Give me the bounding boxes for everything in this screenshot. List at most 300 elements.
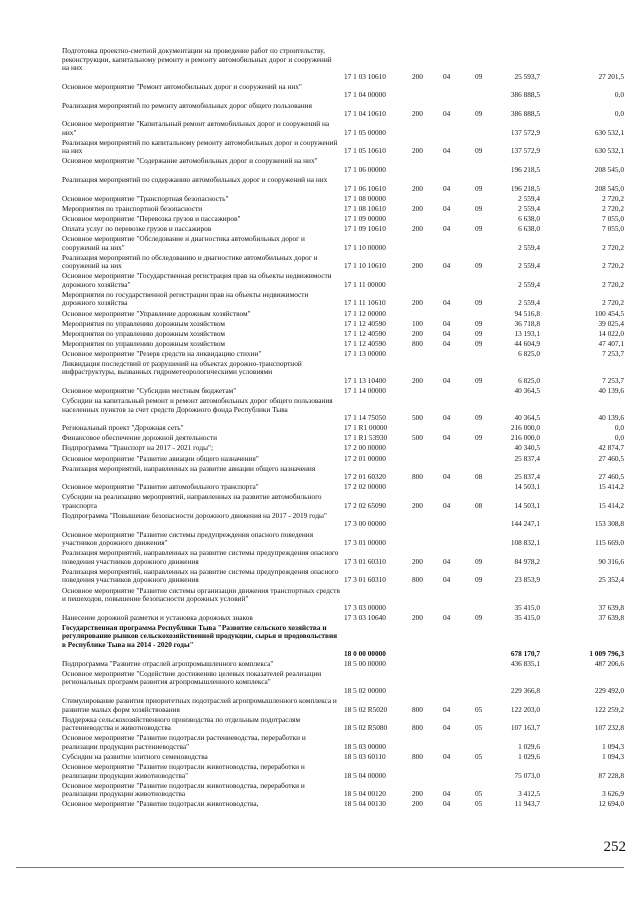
row-amount-year2: 107 232,8 — [594, 723, 624, 733]
row-name: Реализация мероприятий, направленных на развитие системы предупреждения опасного поведения участников дорожного движения — [62, 548, 339, 566]
row-expense-type: 200 — [412, 203, 423, 213]
row-subsection: 09 — [475, 146, 483, 156]
row-amount-year1: 1 029,6 — [518, 741, 540, 751]
table-row — [0, 782, 640, 799]
row-code: 17 3 00 00000 — [344, 519, 386, 529]
row-amount-year1: 23 853,9 — [514, 575, 540, 585]
row-code: 18 5 04 00120 — [344, 789, 386, 799]
row-amount-year1: 1 029,6 — [518, 751, 540, 761]
row-name: Основное мероприятие "Транспортная безопасность" — [62, 193, 229, 203]
row-amount-year2: 229 492,0 — [594, 685, 624, 695]
row-code: 18 5 00 00000 — [344, 658, 386, 668]
row-amount-year1: 122 203,0 — [510, 704, 540, 714]
row-name: Основное мероприятие "Капитальный ремонт автомобильных дорог и сооружений на них" — [62, 119, 330, 137]
table-row — [0, 549, 640, 566]
row-expense-type: 800 — [412, 723, 423, 733]
row-expense-type: 800 — [412, 338, 423, 348]
row-subsection: 09 — [475, 433, 483, 443]
row-amount-year1: 94 516,8 — [514, 308, 540, 318]
row-code: 17 1 03 10610 — [344, 71, 386, 81]
row-code: 18 5 04 00000 — [344, 770, 386, 780]
table-row — [0, 455, 640, 464]
row-code: 17 1 12 00000 — [344, 308, 386, 318]
row-amount-year1: 40 364,5 — [514, 413, 540, 423]
row-section: 04 — [443, 704, 451, 714]
row-name: Реализация мероприятий по капитальному ремонту автомобильных дорог и сооружений на них — [62, 137, 338, 156]
row-code: 18 5 02 R5080 — [344, 723, 388, 733]
row-name: Реализация мероприятий, направленных на развитие авиации общего назначения — [62, 463, 316, 473]
row-subsection: 09 — [475, 328, 483, 338]
row-section: 04 — [443, 203, 451, 213]
row-code: 17 1 R1 00000 — [344, 423, 388, 433]
row-code: 17 2 01 60320 — [344, 472, 386, 482]
row-amount-year2: 1 094,3 — [602, 741, 624, 751]
row-name: Финансовое обеспечение дорожной деятельности — [62, 433, 218, 443]
row-section: 04 — [443, 472, 451, 482]
row-name: Подпрограмма "Повышение безопасности дорожного движения на 2017 - 2019 годы" — [62, 510, 327, 520]
row-name: Субсидии на реализацию мероприятий, направленных на развитие автомобильного транспорта — [62, 492, 322, 510]
row-subsection: 08 — [475, 500, 483, 510]
table-row — [0, 800, 640, 809]
row-amount-year2: 487 206,6 — [594, 658, 624, 668]
row-subsection: 09 — [475, 203, 483, 213]
table-row — [0, 734, 640, 751]
row-name: Основное мероприятие "Резерв средств на ликвидацию стихии" — [62, 348, 262, 358]
row-name: Государственная программа Республики Тыва "Развитие сельского хозяйства и регулирование рынков сельскохозяйственной продукции, сырья и продовольствия в Республике Тыва на 2014 - 2020 годы" — [62, 622, 338, 649]
row-section: 04 — [443, 338, 451, 348]
row-amount-year1: 386 888,5 — [510, 90, 540, 100]
row-amount-year2: 3 626,9 — [602, 789, 624, 799]
row-amount-year2: 0,0 — [614, 433, 624, 443]
row-name: Мероприятия по государственной регистрации прав на объекты недвижимости дорожного хозяйства — [62, 289, 309, 308]
row-name: Основное мероприятие "Субсидии местным бюджетам" — [62, 386, 237, 396]
row-amount-year2: 27 460,5 — [598, 472, 624, 482]
row-expense-type: 200 — [412, 109, 423, 119]
row-code: 17 3 01 60310 — [344, 556, 386, 566]
table-row — [0, 387, 640, 396]
table-row — [0, 444, 640, 453]
row-amount-year1: 2 559,4 — [518, 242, 540, 252]
row-amount-year2: 37 639,8 — [598, 602, 624, 612]
row-code: 17 3 01 60310 — [344, 575, 386, 585]
row-section: 04 — [443, 223, 451, 233]
table-row — [0, 139, 640, 156]
row-amount-year2: 25 352,4 — [598, 575, 624, 585]
row-amount-year1: 436 835,1 — [510, 658, 540, 668]
row-code: 17 3 03 10640 — [344, 612, 386, 622]
row-name: Основное мероприятие "Перевозка грузов и пассажиров" — [62, 213, 241, 223]
row-name: Реализация мероприятий, направленных на развитие системы предупреждения опасного поведения участников дорожного движения — [62, 566, 339, 585]
table-row — [0, 531, 640, 548]
table-row — [0, 753, 640, 762]
row-amount-year1: 2 559,4 — [518, 279, 540, 289]
row-name: Мероприятия по управлению дорожным хозяйством — [62, 328, 226, 338]
row-section: 04 — [443, 556, 451, 566]
table-row — [0, 195, 640, 204]
row-code: 18 5 04 00130 — [344, 799, 386, 809]
row-code: 17 2 00 00000 — [344, 443, 386, 453]
row-name: Подготовка проектно-сметной документации на проведение работ по строительству, реконструкции, капитальному ремонту и ремонту автомобильных дорог и сооружений на них — [62, 46, 332, 73]
row-expense-type: 200 — [412, 146, 423, 156]
table-row — [0, 763, 640, 780]
row-code: 17 1 08 10610 — [344, 203, 386, 213]
row-amount-year2: 27 460,5 — [598, 453, 624, 463]
row-amount-year1: 229 366,8 — [510, 685, 540, 695]
row-code: 17 1 13 00000 — [344, 348, 386, 358]
table-row — [0, 320, 640, 329]
row-amount-year1: 40 364,5 — [514, 386, 540, 396]
row-amount-year2: 40 139,6 — [598, 386, 624, 396]
row-code: 17 1 09 10610 — [344, 223, 386, 233]
row-name: Подпрограмма "Развитие отраслей агропромышленного комплекса" — [62, 658, 274, 668]
row-subsection: 09 — [475, 612, 483, 622]
table-row — [0, 512, 640, 529]
row-expense-type: 200 — [412, 328, 423, 338]
row-amount-year1: 137 572,9 — [510, 146, 540, 156]
row-expense-type: 800 — [412, 751, 423, 761]
row-amount-year1: 6 825,0 — [518, 348, 540, 358]
table-row — [0, 483, 640, 492]
row-amount-year2: 39 025,4 — [598, 318, 624, 328]
row-code: 18 0 00 00000 — [344, 648, 386, 658]
row-subsection: 09 — [475, 223, 483, 233]
row-name: Ликвидация последствий от разрушений на объектах дорожно-транспортной инфраструктуры, вызванных гидрометеорологическими условиями — [62, 358, 302, 377]
row-code: 17 1 13 10400 — [344, 375, 386, 385]
table-row — [0, 716, 640, 733]
row-code: 17 1 12 40590 — [344, 328, 386, 338]
row-section: 04 — [443, 146, 451, 156]
table-row — [0, 291, 640, 308]
row-name: Основное мероприятие "Развитие авиации общего назначения" — [62, 453, 259, 463]
row-amount-year2: 7 253,7 — [602, 348, 624, 358]
row-amount-year1: 137 572,9 — [510, 127, 540, 137]
row-amount-year1: 678 170,7 — [510, 648, 540, 658]
table-row — [0, 624, 640, 658]
row-amount-year1: 2 559,4 — [518, 193, 540, 203]
row-expense-type: 200 — [412, 612, 423, 622]
row-amount-year1: 25 837,4 — [514, 453, 540, 463]
row-amount-year2: 153 308,8 — [594, 519, 624, 529]
row-code: 18 5 02 00000 — [344, 685, 386, 695]
row-amount-year2: 100 454,5 — [594, 308, 624, 318]
row-code: 17 3 01 00000 — [344, 538, 386, 548]
row-amount-year2: 630 532,1 — [594, 127, 624, 137]
row-name: Поддержка сельскохозяйственного производства по отдельным подотраслям растениеводства и животноводства — [62, 714, 301, 733]
row-name: Основное мероприятие "Развитие автомобильного транспорта" — [62, 482, 259, 492]
row-expense-type: 200 — [412, 375, 423, 385]
row-code: 17 1 10 10610 — [344, 261, 386, 271]
row-amount-year2: 2 720,2 — [602, 279, 624, 289]
row-amount-year1: 84 978,2 — [514, 556, 540, 566]
row-section: 04 — [443, 109, 451, 119]
row-amount-year1: 196 218,5 — [510, 165, 540, 175]
row-subsection: 05 — [475, 789, 483, 799]
row-subsection: 09 — [475, 298, 483, 308]
row-name: Основное мероприятие "Обследование и диагностика автомобильных дорог и сооружений на них" — [62, 233, 305, 252]
row-amount-year1: 35 415,0 — [514, 602, 540, 612]
row-code: 17 1 12 40590 — [344, 338, 386, 348]
row-section: 04 — [443, 261, 451, 271]
row-code: 17 1 14 75050 — [344, 413, 386, 423]
row-expense-type: 200 — [412, 789, 423, 799]
row-subsection: 05 — [475, 704, 483, 714]
row-amount-year2: 630 532,1 — [594, 146, 624, 156]
row-subsection: 09 — [475, 575, 483, 585]
table-row — [0, 568, 640, 585]
row-name: Основное мероприятие "Управление дорожным хозяйством" — [62, 308, 251, 318]
row-name: Подпрограмма "Транспорт на 2017 - 2021 годы"; — [62, 443, 213, 453]
row-section: 04 — [443, 723, 451, 733]
row-subsection: 09 — [475, 261, 483, 271]
table-row — [0, 176, 640, 193]
row-amount-year1: 216 000,0 — [510, 423, 540, 433]
row-name: Основное мероприятие "Ремонт автомобильных дорог и сооружений на них" — [62, 81, 302, 91]
row-name: Основное мероприятие "Развитие подотрасли животноводства, — [62, 799, 259, 809]
row-amount-year2: 1 009 796,3 — [589, 648, 624, 658]
row-subsection: 09 — [475, 71, 483, 81]
row-amount-year1: 2 559,4 — [518, 261, 540, 271]
row-amount-year2: 87 228,8 — [598, 770, 624, 780]
table-row — [0, 614, 640, 623]
row-section: 04 — [443, 433, 451, 443]
row-code: 17 2 02 65090 — [344, 500, 386, 510]
row-expense-type: 100 — [412, 318, 423, 328]
row-name: Мероприятия по транспортной безопасности — [62, 203, 203, 213]
row-amount-year1: 36 718,8 — [514, 318, 540, 328]
row-subsection: 09 — [475, 318, 483, 328]
row-subsection: 05 — [475, 799, 483, 809]
table-row — [0, 272, 640, 289]
row-expense-type: 200 — [412, 261, 423, 271]
row-amount-year2: 47 407,1 — [598, 338, 624, 348]
row-name: Основное мероприятие "Содержание автомобильных дорог и сооружений на них" — [62, 156, 318, 166]
row-amount-year1: 108 832,1 — [510, 538, 540, 548]
row-name: Реализация мероприятий по ремонту автомобильных дорог общего пользования — [62, 100, 312, 110]
table-row — [0, 47, 640, 81]
row-name: Оплата услуг по перевозке грузов и пассажиров — [62, 223, 212, 233]
table-row — [0, 310, 640, 319]
row-subsection: 05 — [475, 723, 483, 733]
row-amount-year1: 386 888,5 — [510, 109, 540, 119]
row-amount-year2: 0,0 — [614, 90, 624, 100]
row-amount-year2: 12 694,0 — [598, 799, 624, 809]
row-expense-type: 800 — [412, 575, 423, 585]
row-expense-type: 800 — [412, 472, 423, 482]
row-name: Субсидии на развитие элитного семеноводства — [62, 751, 208, 761]
row-amount-year1: 196 218,5 — [510, 183, 540, 193]
row-section: 04 — [443, 328, 451, 338]
row-expense-type: 800 — [412, 704, 423, 714]
row-code: 17 2 02 00000 — [344, 482, 386, 492]
row-amount-year2: 2 720,2 — [602, 242, 624, 252]
table-row — [0, 254, 640, 271]
row-amount-year2: 2 720,2 — [602, 193, 624, 203]
row-expense-type: 200 — [412, 556, 423, 566]
row-amount-year2: 42 874,7 — [598, 443, 624, 453]
row-code: 18 5 02 R5020 — [344, 704, 388, 714]
row-amount-year2: 37 639,8 — [598, 612, 624, 622]
row-section: 04 — [443, 799, 451, 809]
row-section: 04 — [443, 298, 451, 308]
row-amount-year1: 25 593,7 — [514, 71, 540, 81]
table-row — [0, 157, 640, 174]
row-code: 17 1 12 40590 — [344, 318, 386, 328]
table-row — [0, 330, 640, 339]
row-subsection: 08 — [475, 472, 483, 482]
row-amount-year2: 208 545,0 — [594, 183, 624, 193]
row-code: 17 1 04 00000 — [344, 90, 386, 100]
row-amount-year2: 14 022,0 — [598, 328, 624, 338]
row-expense-type: 200 — [412, 183, 423, 193]
row-amount-year1: 2 559,4 — [518, 203, 540, 213]
row-amount-year1: 6 825,0 — [518, 375, 540, 385]
row-amount-year2: 2 720,2 — [602, 261, 624, 271]
table-row — [0, 660, 640, 669]
table-row — [0, 397, 640, 423]
row-amount-year2: 2 720,2 — [602, 298, 624, 308]
row-amount-year1: 44 604,9 — [514, 338, 540, 348]
row-name: Региональный проект "Дорожная сеть" — [62, 423, 184, 433]
row-section: 04 — [443, 375, 451, 385]
row-name: Субсидии на капитальный ремонт и ремонт автомобильных дорог общего пользования населенных пунктов за счет средств Дорожного фонда Республики Тыва — [62, 396, 333, 414]
row-expense-type: 200 — [412, 799, 423, 809]
row-code: 18 5 03 00000 — [344, 741, 386, 751]
row-amount-year1: 6 638,0 — [518, 213, 540, 223]
table-row — [0, 120, 640, 137]
row-amount-year2: 15 414,2 — [598, 482, 624, 492]
table-row — [0, 225, 640, 234]
row-code: 17 1 11 10610 — [344, 298, 386, 308]
row-amount-year2: 40 139,6 — [598, 413, 624, 423]
row-section: 04 — [443, 751, 451, 761]
row-amount-year1: 13 193,1 — [514, 328, 540, 338]
table-row — [0, 434, 640, 443]
table-row — [0, 424, 640, 433]
row-subsection: 09 — [475, 109, 483, 119]
row-amount-year2: 7 055,0 — [602, 223, 624, 233]
row-amount-year2: 0,0 — [614, 423, 624, 433]
row-code: 17 1 R1 53930 — [344, 433, 388, 443]
row-amount-year2: 15 414,2 — [598, 500, 624, 510]
table-row — [0, 493, 640, 510]
table-row — [0, 587, 640, 613]
row-amount-year2: 90 316,6 — [598, 556, 624, 566]
table-row — [0, 340, 640, 349]
row-amount-year1: 35 415,0 — [514, 612, 540, 622]
row-amount-year1: 3 412,5 — [518, 789, 540, 799]
page-number: 252 — [603, 839, 626, 855]
row-amount-year1: 14 503,1 — [514, 500, 540, 510]
row-amount-year2: 0,0 — [614, 109, 624, 119]
row-name: Реализация мероприятий по содержанию автомобильных дорог и сооружений на них — [62, 175, 328, 185]
bottom-rule — [16, 867, 624, 868]
row-amount-year1: 40 340,5 — [514, 443, 540, 453]
row-amount-year1: 2 559,4 — [518, 298, 540, 308]
row-subsection: 09 — [475, 375, 483, 385]
table-row — [0, 360, 640, 386]
row-amount-year2: 2 720,2 — [602, 203, 624, 213]
row-amount-year2: 122 259,2 — [594, 704, 624, 714]
row-name: Основное мероприятие "Развитие системы организации движения транспортных средств и пешеходов, повышение безопасности дорожных условий" — [62, 585, 340, 604]
row-section: 04 — [443, 500, 451, 510]
row-name: Стимулирование развития приоритетных подотраслей агропромышленного комплекса и развитие малых форм хозяйствования — [62, 695, 337, 714]
row-amount-year1: 11 943,7 — [514, 799, 540, 809]
row-code: 18 5 03 60110 — [344, 751, 386, 761]
row-expense-type: 500 — [412, 413, 423, 423]
row-amount-year1: 75 073,0 — [514, 770, 540, 780]
row-subsection: 09 — [475, 556, 483, 566]
row-amount-year2: 1 094,3 — [602, 751, 624, 761]
row-name: Основное мероприятие "Развитие системы предупреждения опасного поведения участников дорожного движения" — [62, 529, 314, 548]
table-row — [0, 697, 640, 714]
row-name: Мероприятия по управлению дорожным хозяйством — [62, 338, 226, 348]
row-expense-type: 500 — [412, 433, 423, 443]
row-amount-year1: 25 837,4 — [514, 472, 540, 482]
row-section: 04 — [443, 789, 451, 799]
row-expense-type: 200 — [412, 71, 423, 81]
row-section: 04 — [443, 183, 451, 193]
row-code: 17 1 05 10610 — [344, 146, 386, 156]
row-expense-type: 200 — [412, 298, 423, 308]
table-row — [0, 235, 640, 252]
table-row — [0, 350, 640, 359]
row-amount-year2: 115 669,0 — [595, 538, 624, 548]
row-amount-year2: 7 253,7 — [602, 375, 624, 385]
row-subsection: 09 — [475, 338, 483, 348]
row-name: Основное мероприятие "Содействие достижению целевых показателей реализации региональных программ развития агропромышленного комплекса" — [62, 668, 322, 687]
row-code: 17 2 01 00000 — [344, 453, 386, 463]
row-section: 04 — [443, 413, 451, 423]
row-expense-type: 200 — [412, 500, 423, 510]
table-row — [0, 215, 640, 224]
row-section: 04 — [443, 71, 451, 81]
row-name: Основное мероприятие "Развитие подотрасли растениеводства, переработки и реализации продукции растениеводства" — [62, 733, 306, 751]
row-amount-year2: 7 055,0 — [602, 213, 624, 223]
row-name: Мероприятия по управлению дорожным хозяйством — [62, 318, 226, 328]
row-code: 17 1 06 10610 — [344, 183, 386, 193]
row-section: 04 — [443, 575, 451, 585]
row-amount-year2: 208 545,0 — [594, 165, 624, 175]
row-amount-year1: 107 163,7 — [510, 723, 540, 733]
table-row — [0, 465, 640, 482]
row-amount-year2: 27 201,5 — [598, 71, 624, 81]
table-row — [0, 83, 640, 100]
row-code: 17 1 05 00000 — [344, 127, 386, 137]
row-name: Реализация мероприятий по обследованию и диагностике автомобильных дорог и сооружений на них — [62, 252, 318, 271]
row-code: 17 1 08 00000 — [344, 193, 386, 203]
table-row — [0, 205, 640, 214]
row-code: 17 1 06 00000 — [344, 165, 386, 175]
row-name: Основное мероприятие "Развитие подотрасли животноводства, переработки и реализации продукции животноводства" — [62, 761, 305, 780]
row-code: 17 1 04 10610 — [344, 109, 386, 119]
row-amount-year1: 144 247,1 — [510, 519, 540, 529]
row-section: 04 — [443, 318, 451, 328]
row-code: 17 1 14 00000 — [344, 386, 386, 396]
row-subsection: 09 — [475, 183, 483, 193]
row-section: 04 — [443, 612, 451, 622]
row-expense-type: 200 — [412, 223, 423, 233]
row-name: Основное мероприятие "Развитие подотрасли животноводства, переработки и реализации продукции животноводства — [62, 780, 305, 799]
table-row — [0, 670, 640, 696]
row-amount-year1: 216 000,0 — [510, 433, 540, 443]
row-name: Основное мероприятие "Государственная регистрация прав на объекты недвижимости дорожного хозяйства" — [62, 271, 332, 289]
row-subsection: 05 — [475, 751, 483, 761]
row-subsection: 09 — [475, 413, 483, 423]
row-name: Нанесение дорожной разметки и установка дорожных знаков — [62, 612, 253, 622]
table-row — [0, 102, 640, 119]
row-code: 17 1 09 00000 — [344, 213, 386, 223]
row-code: 17 3 03 00000 — [344, 602, 386, 612]
